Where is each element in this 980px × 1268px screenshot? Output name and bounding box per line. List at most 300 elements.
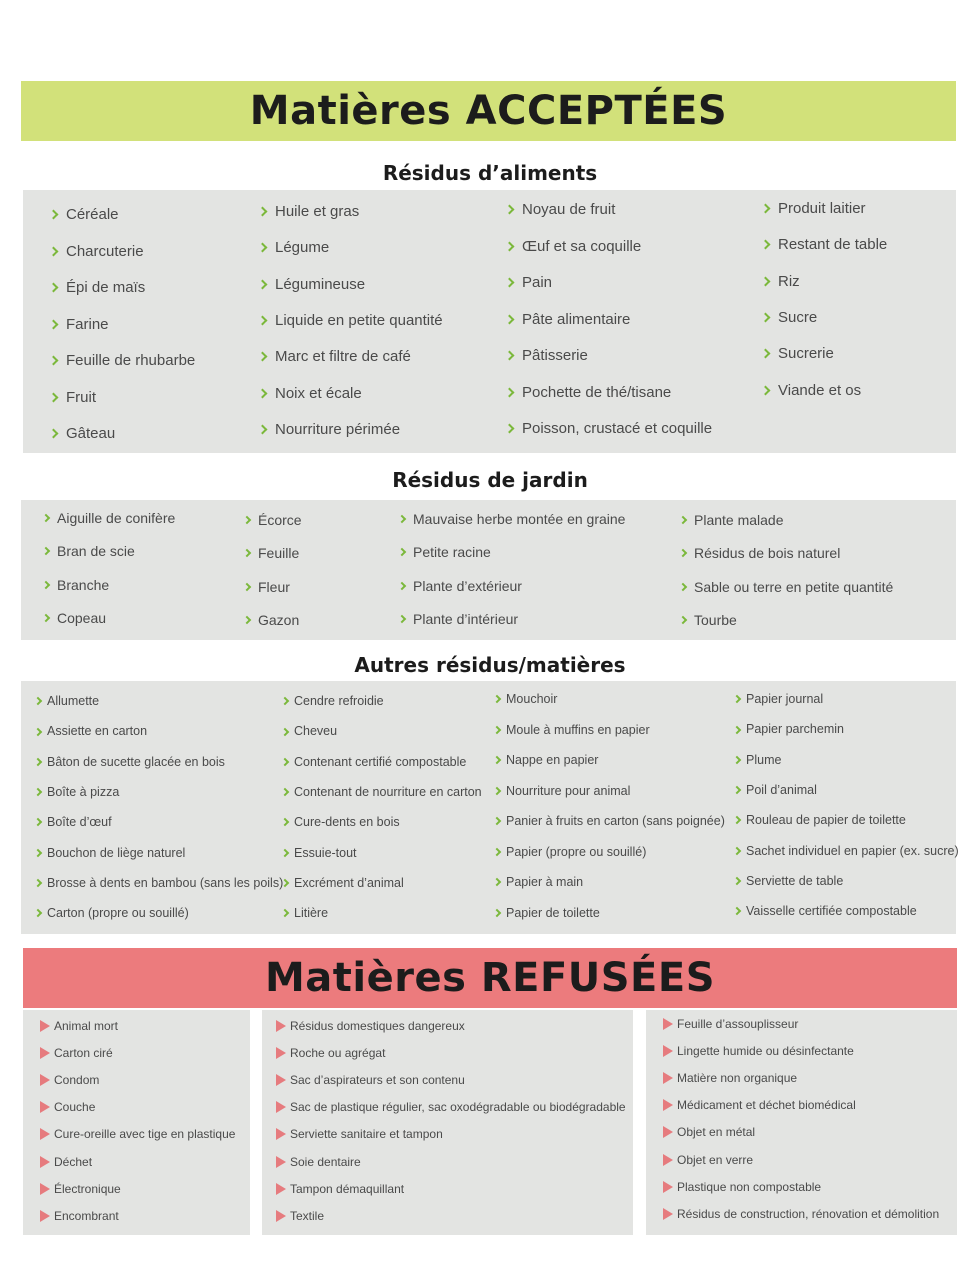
list-item-label: Rouleau de papier de toilette (746, 813, 906, 828)
other-panel (21, 681, 959, 934)
list-item (399, 512, 625, 526)
triangle-right-icon (40, 1101, 50, 1113)
chevron-right-icon (679, 549, 687, 557)
chevron-right-icon (49, 429, 59, 439)
list-item-label: Légume (275, 239, 330, 257)
list-item (259, 422, 400, 437)
list-item-label: Résidus domestiques dangereux (290, 1019, 465, 1033)
list-item-label: Objet en métal (677, 1125, 756, 1140)
chevron-right-icon (34, 697, 42, 705)
chevron-right-icon (243, 616, 251, 624)
list-item (506, 421, 712, 436)
list-item-label: Objet en verre (677, 1152, 754, 1167)
list-item-label: Plante d’extérieur (413, 577, 522, 594)
list-item (276, 1047, 385, 1059)
list-item-label: Essuie-tout (294, 845, 357, 860)
list-item-label: Boîte d’œuf (47, 815, 112, 830)
chevron-right-icon (243, 582, 251, 590)
accepted-banner (21, 81, 956, 141)
list-item-label: Carton (propre ou souillé) (47, 906, 189, 921)
list-item (35, 786, 119, 799)
chevron-right-icon (34, 879, 42, 887)
list-item (506, 275, 552, 290)
chevron-right-icon (733, 907, 741, 915)
chevron-right-icon (281, 849, 289, 857)
chevron-right-icon (679, 616, 687, 624)
list-item (43, 611, 106, 625)
list-item-label: Charcuterie (66, 242, 144, 260)
chevron-right-icon (679, 582, 687, 590)
list-item-label: Sachet individuel en papier (ex. sucre) (746, 843, 959, 858)
chevron-right-icon (398, 615, 406, 623)
list-item (506, 385, 671, 400)
chevron-right-icon (761, 385, 771, 395)
triangle-right-icon (40, 1128, 50, 1140)
list-item-label: Sac de plastique régulier, sac oxodégradable ou biodégradable (290, 1100, 626, 1115)
list-item (40, 1047, 113, 1059)
list-item (506, 239, 641, 254)
food-section-title: Résidus d’aliments (382, 161, 598, 185)
triangle-right-icon (663, 1045, 673, 1057)
chevron-right-icon (733, 786, 741, 794)
chevron-right-icon (49, 319, 59, 329)
list-item-label: Déchet (54, 1154, 93, 1169)
list-item (50, 390, 96, 405)
list-item-label: Panier à fruits en carton (sans poignée) (506, 814, 725, 828)
list-item (734, 905, 917, 918)
list-item-label: Litière (294, 906, 329, 921)
list-item (244, 513, 302, 527)
list-item-label: Cure-oreille avec tige en plastique (54, 1127, 236, 1142)
list-item-label: Plume (746, 752, 782, 767)
list-item (43, 544, 135, 558)
list-item (50, 317, 109, 332)
chevron-right-icon (49, 356, 59, 366)
triangle-right-icon (276, 1074, 286, 1086)
triangle-right-icon (40, 1020, 50, 1032)
chevron-right-icon (42, 580, 50, 588)
chevron-right-icon (258, 279, 268, 289)
list-item-label: Bouchon de liège naturel (47, 845, 186, 860)
chevron-right-icon (733, 847, 741, 855)
chevron-right-icon (761, 312, 771, 322)
list-item-label: Noyau de fruit (522, 201, 616, 218)
list-item-label: Textile (290, 1208, 325, 1223)
list-item-label: Tourbe (694, 611, 737, 628)
triangle-right-icon (276, 1101, 286, 1113)
list-item-label: Moule à muffins en papier (506, 722, 650, 737)
list-item-label: Vaisselle certifiée compostable (746, 904, 917, 919)
list-item-label: Petite racine (413, 544, 491, 561)
list-item (680, 580, 893, 594)
list-item (244, 546, 299, 560)
chevron-right-icon (281, 879, 289, 887)
list-item-label: Nappe en papier (506, 753, 599, 767)
chevron-right-icon (49, 210, 59, 220)
chevron-right-icon (34, 788, 42, 796)
list-item (40, 1128, 235, 1140)
list-item-label: Serviette de table (746, 873, 844, 888)
list-item (282, 877, 404, 890)
list-item (494, 754, 598, 767)
list-item-label: Couche (54, 1100, 96, 1115)
list-item (680, 513, 784, 527)
triangle-right-icon (663, 1018, 673, 1030)
chevron-right-icon (243, 516, 251, 524)
list-item (259, 204, 359, 219)
list-item (762, 274, 800, 289)
triangle-right-icon (40, 1047, 50, 1059)
list-item-label: Légumineuse (275, 275, 366, 293)
chevron-right-icon (258, 207, 268, 217)
chevron-right-icon (505, 424, 515, 434)
list-item (734, 845, 959, 858)
chevron-right-icon (493, 909, 501, 917)
chevron-right-icon (42, 547, 50, 555)
list-item-label: Contenant certifié compostable (294, 754, 467, 769)
list-item (494, 907, 600, 920)
chevron-right-icon (281, 697, 289, 705)
list-item-label: Brosse à dents en bambou (sans les poils) (47, 875, 284, 890)
list-item-label: Bâton de sucette glacée en bois (47, 754, 225, 769)
list-item-label: Farine (66, 315, 109, 333)
list-item-label: Feuille (258, 545, 300, 562)
list-item-label: Sable ou terre en petite quantité (694, 578, 894, 595)
chevron-right-icon (258, 388, 268, 398)
triangle-right-icon (276, 1183, 286, 1195)
list-item (506, 202, 615, 217)
list-item (663, 1072, 797, 1084)
list-item (494, 876, 583, 889)
list-item (506, 312, 630, 327)
list-item (259, 313, 443, 328)
list-item-label: Boîte à pizza (47, 784, 120, 799)
list-item-label: Feuille de rhubarbe (66, 352, 196, 369)
list-item-label: Noix et écale (275, 384, 362, 402)
chevron-right-icon (761, 349, 771, 359)
list-item (35, 816, 112, 829)
list-item-label: Céréale (66, 206, 119, 223)
list-item-label: Médicament et déchet biomédical (677, 1098, 856, 1113)
list-item-label: Contenant de nourriture en carton (294, 784, 482, 799)
list-item (282, 756, 466, 769)
triangle-right-icon (663, 1154, 673, 1166)
list-item-label: Cheveu (294, 724, 338, 739)
list-item (663, 1154, 753, 1166)
list-item-label: Riz (778, 272, 800, 290)
list-item-label: Viande et os (778, 381, 862, 399)
list-item-label: Fleur (258, 578, 290, 595)
chevron-right-icon (34, 727, 42, 735)
chevron-right-icon (493, 695, 501, 703)
list-item (494, 846, 646, 859)
chevron-right-icon (733, 756, 741, 764)
list-item (734, 723, 844, 736)
triangle-right-icon (663, 1208, 673, 1220)
chevron-right-icon (493, 787, 501, 795)
list-item-label: Bran de scie (57, 543, 135, 560)
chevron-right-icon (49, 246, 59, 256)
list-item-label: Cure-dents en bois (294, 815, 400, 830)
list-item-label: Liquide en petite quantité (275, 311, 443, 329)
chevron-right-icon (679, 516, 687, 524)
list-item-label: Matière non organique (677, 1071, 798, 1086)
list-item (259, 240, 329, 255)
list-item (506, 348, 588, 363)
chevron-right-icon (258, 424, 268, 434)
list-item (40, 1156, 92, 1168)
chevron-right-icon (733, 695, 741, 703)
chevron-right-icon (398, 581, 406, 589)
list-item-label: Excrément d’animal (294, 875, 404, 890)
list-item-label: Poisson, crustacé et coquille (522, 420, 713, 437)
list-item-label: Papier parchemin (746, 722, 844, 737)
list-item (680, 546, 840, 560)
list-item (40, 1020, 118, 1032)
list-item (43, 511, 175, 525)
chevron-right-icon (42, 514, 50, 522)
list-item (663, 1018, 798, 1030)
list-item (43, 578, 109, 592)
list-item (680, 613, 737, 627)
chevron-right-icon (281, 788, 289, 796)
list-item (276, 1156, 361, 1168)
chevron-right-icon (761, 240, 771, 250)
list-item-label: Fruit (66, 388, 96, 406)
list-item-label: Marc et filtre de café (275, 348, 411, 366)
chevron-right-icon (281, 727, 289, 735)
list-item (494, 815, 725, 828)
list-item-label: Assiette en carton (47, 724, 148, 739)
list-item-label: Sucre (778, 308, 818, 326)
list-item-label: Papier de toilette (506, 905, 600, 920)
triangle-right-icon (663, 1126, 673, 1138)
list-item (762, 310, 817, 325)
chevron-right-icon (493, 817, 501, 825)
chevron-right-icon (733, 725, 741, 733)
list-item-label: Pâte alimentaire (522, 310, 631, 328)
list-item-label: Branche (57, 576, 110, 593)
list-item-label: Tampon démaquillant (290, 1181, 405, 1196)
chevron-right-icon (493, 726, 501, 734)
list-item-label: Condom (54, 1073, 100, 1088)
list-item (734, 693, 823, 706)
list-item-label: Allumette (47, 694, 100, 708)
chevron-right-icon (505, 205, 515, 215)
list-item (734, 814, 906, 827)
list-item-label: Restant de table (778, 236, 888, 254)
triangle-right-icon (40, 1210, 50, 1222)
triangle-right-icon (276, 1210, 286, 1222)
list-item (282, 847, 357, 860)
list-item-label: Plante d’intérieur (413, 610, 519, 627)
chevron-right-icon (34, 758, 42, 766)
list-item (50, 280, 145, 295)
list-item-label: Plastique non compostable (677, 1179, 822, 1194)
refused-banner-title: Matières REFUSÉES (264, 955, 716, 1001)
list-item-label: Gâteau (66, 425, 116, 442)
chevron-right-icon (243, 549, 251, 557)
list-item (259, 386, 362, 401)
list-item (663, 1208, 939, 1220)
list-item (663, 1045, 854, 1057)
chevron-right-icon (49, 283, 59, 293)
list-item (282, 816, 400, 829)
triangle-right-icon (276, 1020, 286, 1032)
chevron-right-icon (761, 276, 771, 286)
list-item (40, 1074, 99, 1086)
chevron-right-icon (505, 241, 515, 251)
list-item (35, 907, 189, 920)
list-item-label: Encombrant (54, 1208, 119, 1223)
list-item (50, 207, 119, 222)
chevron-right-icon (505, 278, 515, 288)
garden-section-title: Résidus de jardin (392, 468, 588, 492)
list-item (35, 847, 185, 860)
list-item-label: Nourriture périmée (275, 420, 401, 438)
triangle-right-icon (663, 1072, 673, 1084)
list-item (244, 580, 290, 594)
triangle-right-icon (276, 1128, 286, 1140)
chevron-right-icon (281, 818, 289, 826)
chevron-right-icon (34, 849, 42, 857)
list-item (282, 786, 482, 799)
list-item (276, 1128, 443, 1140)
chevron-right-icon (398, 548, 406, 556)
triangle-right-icon (40, 1074, 50, 1086)
list-item-label: Soie dentaire (290, 1154, 361, 1169)
chevron-right-icon (281, 909, 289, 917)
list-item-label: Résidus de bois naturel (694, 545, 841, 562)
chevron-right-icon (733, 816, 741, 824)
list-item-label: Électronique (54, 1181, 121, 1196)
list-item-label: Papier (propre ou souillé) (506, 844, 647, 859)
list-item (276, 1101, 626, 1113)
list-item (259, 349, 411, 364)
list-item-label: Plante malade (694, 512, 784, 528)
list-item-label: Résidus de construction, rénovation et démolition (677, 1206, 940, 1221)
chevron-right-icon (34, 818, 42, 826)
chevron-right-icon (733, 877, 741, 885)
chevron-right-icon (761, 204, 771, 214)
list-item-label: Aiguille de conifère (57, 510, 176, 526)
food-panel (23, 190, 956, 453)
chevron-right-icon (505, 387, 515, 397)
list-item (244, 613, 299, 627)
list-item (734, 754, 781, 767)
triangle-right-icon (40, 1183, 50, 1195)
list-item (494, 724, 650, 737)
chevron-right-icon (493, 756, 501, 764)
chevron-right-icon (49, 392, 59, 402)
list-item (734, 875, 843, 888)
list-item (762, 383, 861, 398)
list-item (259, 277, 365, 292)
list-item-label: Lingette humide ou désinfectante (677, 1044, 854, 1059)
other-section-title: Autres résidus/matières (354, 653, 626, 677)
chevron-right-icon (42, 614, 50, 622)
list-item (40, 1183, 121, 1195)
list-item (276, 1210, 324, 1222)
list-item (762, 237, 887, 252)
list-item (494, 785, 630, 798)
chevron-right-icon (505, 314, 515, 324)
list-item (762, 346, 834, 361)
list-item-label: Mauvaise herbe montée en graine (413, 511, 626, 527)
refused-panel (262, 1010, 633, 1235)
chevron-right-icon (281, 758, 289, 766)
list-item (762, 201, 866, 216)
refused-panel (23, 1010, 250, 1235)
chevron-right-icon (493, 848, 501, 856)
list-item-label: Huile et gras (275, 203, 360, 220)
list-item-label: Œuf et sa coquille (522, 237, 642, 255)
list-item (282, 907, 328, 920)
garden-panel (21, 500, 956, 640)
list-item (50, 426, 115, 441)
list-item-label: Sucrerie (778, 345, 834, 363)
list-item (282, 695, 384, 708)
list-item (35, 756, 225, 769)
list-item-label: Poil d’animal (746, 782, 817, 797)
triangle-right-icon (276, 1047, 286, 1059)
list-item-label: Cendre refroidie (294, 694, 384, 708)
triangle-right-icon (40, 1156, 50, 1168)
list-item (399, 545, 491, 559)
triangle-right-icon (276, 1156, 286, 1168)
accepted-banner-title: Matières ACCEPTÉES (249, 88, 728, 134)
list-item (40, 1210, 119, 1222)
list-item-label: Pain (522, 274, 553, 291)
list-item (663, 1126, 755, 1138)
list-item (35, 695, 99, 708)
chevron-right-icon (505, 351, 515, 361)
list-item-label: Sac d’aspirateurs et son contenu (290, 1073, 465, 1088)
list-item-label: Pochette de thé/tisane (522, 383, 672, 401)
list-item-label: Papier journal (746, 692, 824, 706)
list-item-label: Feuille d’assouplisseur (677, 1017, 799, 1031)
triangle-right-icon (663, 1099, 673, 1111)
list-item (50, 244, 144, 259)
list-item-label: Produit laitier (778, 200, 866, 217)
list-item-label: Carton ciré (54, 1046, 113, 1061)
list-item-label: Roche ou agrégat (290, 1046, 386, 1061)
list-item-label: Serviette sanitaire et tampon (290, 1127, 443, 1142)
chevron-right-icon (258, 243, 268, 253)
list-item-label: Animal mort (54, 1019, 119, 1033)
list-item (399, 612, 518, 626)
chevron-right-icon (34, 909, 42, 917)
list-item (50, 353, 195, 368)
list-item (276, 1183, 404, 1195)
list-item (663, 1181, 821, 1193)
list-item-label: Épi de maïs (66, 279, 146, 296)
list-item-label: Pâtisserie (522, 347, 588, 364)
list-item (40, 1101, 95, 1113)
chevron-right-icon (258, 352, 268, 362)
list-item-label: Copeau (57, 609, 107, 626)
list-item-label: Mouchoir (506, 692, 558, 706)
refused-banner (23, 948, 957, 1008)
list-item (276, 1074, 465, 1086)
list-item-label: Papier à main (506, 875, 584, 889)
list-item (35, 725, 147, 738)
chevron-right-icon (398, 515, 406, 523)
refused-panel (646, 1010, 957, 1235)
list-item (494, 693, 557, 706)
chevron-right-icon (493, 878, 501, 886)
list-item (282, 725, 337, 738)
